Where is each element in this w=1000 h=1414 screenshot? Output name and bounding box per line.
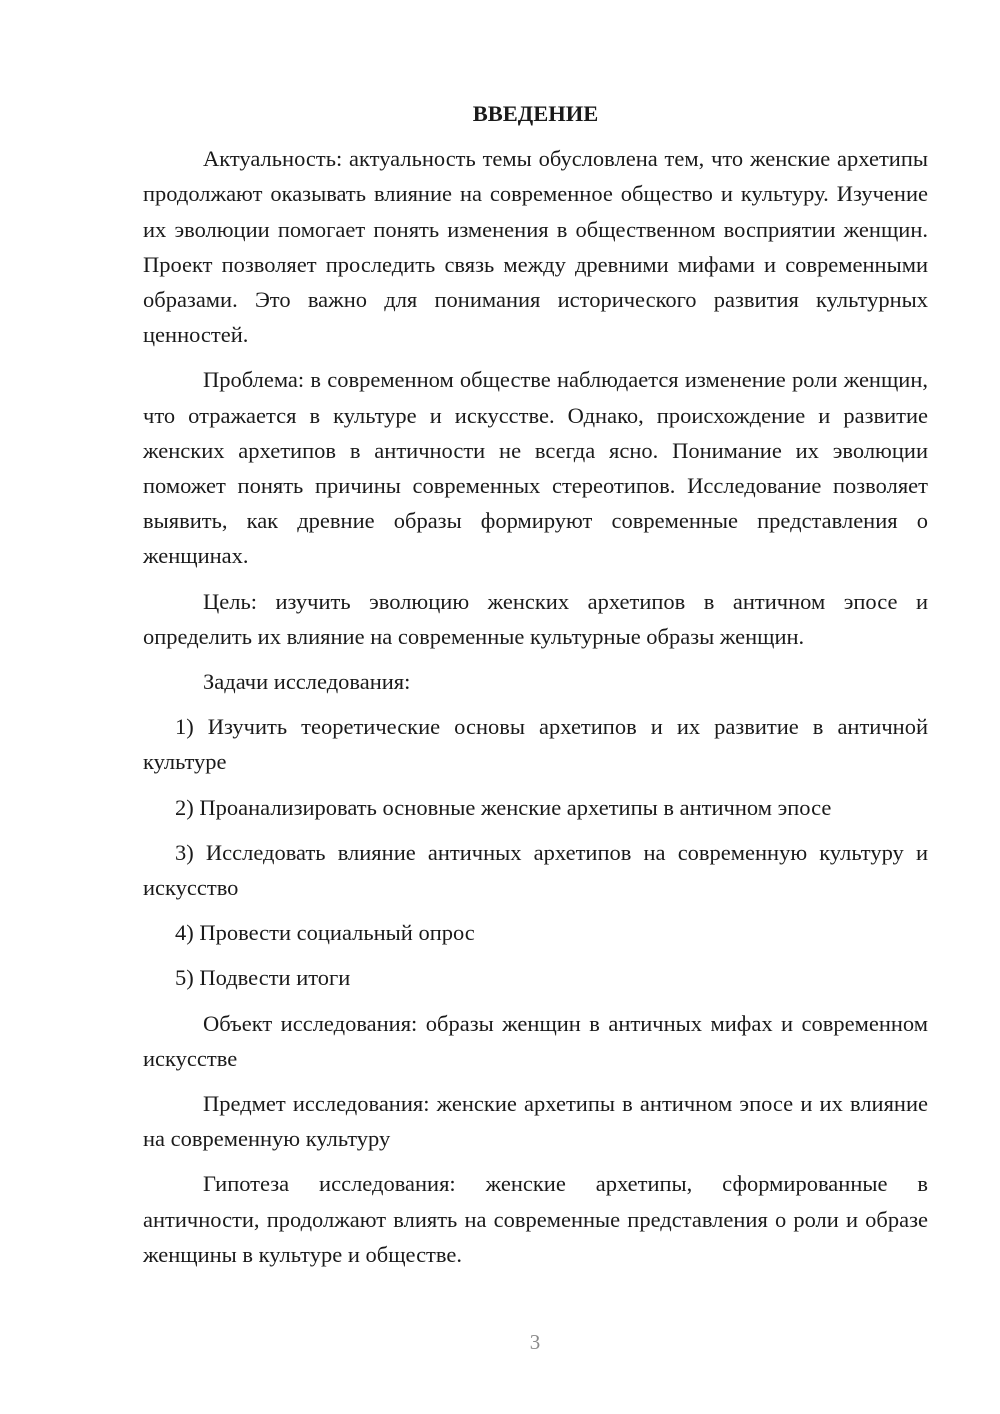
paragraph-goal: Цель: изучить эволюцию женских архетипов в античном эпосе и определить их влияние на современные культурные образы женщин. <box>143 588 928 649</box>
paragraph-object: Объект исследования: образы женщин в античных мифах и современном искусстве <box>143 1010 928 1071</box>
paragraph-hypothesis: Гипотеза исследования: женские архетипы, сформированные в античности, продолжают влиять на современные представления о роли и образе женщины в культуре и обществе. <box>143 1171 928 1267</box>
task-item-4: 4) Провести социальный опрос <box>175 920 475 946</box>
paragraph-tasks-heading: Задачи исследования: <box>203 669 411 695</box>
page-title: ВВЕДЕНИЕ <box>472 101 599 126</box>
paragraph-relevance: Актуальность: актуальность темы обусловлена тем, что женские архетипы продолжают оказывать влияние на современное общество и культуру. Изучение их эволюции помогает понять изменения в общественном восприятии женщин. Проект позволяет проследить связь между древними мифами и современными образами. Это важно для понимания исторического развития культурных ценностей. <box>143 146 928 348</box>
page-content <box>143 96 928 1282</box>
task-item-1: 1) Изучить теоретические основы архетипов и их развитие в античной культуре <box>143 714 928 775</box>
task-item-3: 3) Исследовать влияние античных архетипов на современную культуру и искусство <box>143 839 928 901</box>
page-number: 3 <box>529 1330 541 1354</box>
paragraph-subject: Предмет исследования: женские архетипы в античном эпосе и их влияние на современную культуру <box>143 1091 928 1152</box>
task-item-2: 2) Проанализировать основные женские архетипы в античном эпосе <box>175 794 832 820</box>
paragraph-problem: Проблема: в современном обществе наблюдается изменение роли женщин, что отражается в культуре и искусстве. Однако, происхождение и развитие женских архетипов в античности не всегда ясно. Понимание их эволюции поможет понять причины современных стереотипов. Исследование позволяет выявить, как древние образы формируют современные представления о женщинах. <box>143 367 928 569</box>
task-item-5: 5) Подвести итоги <box>175 965 351 991</box>
